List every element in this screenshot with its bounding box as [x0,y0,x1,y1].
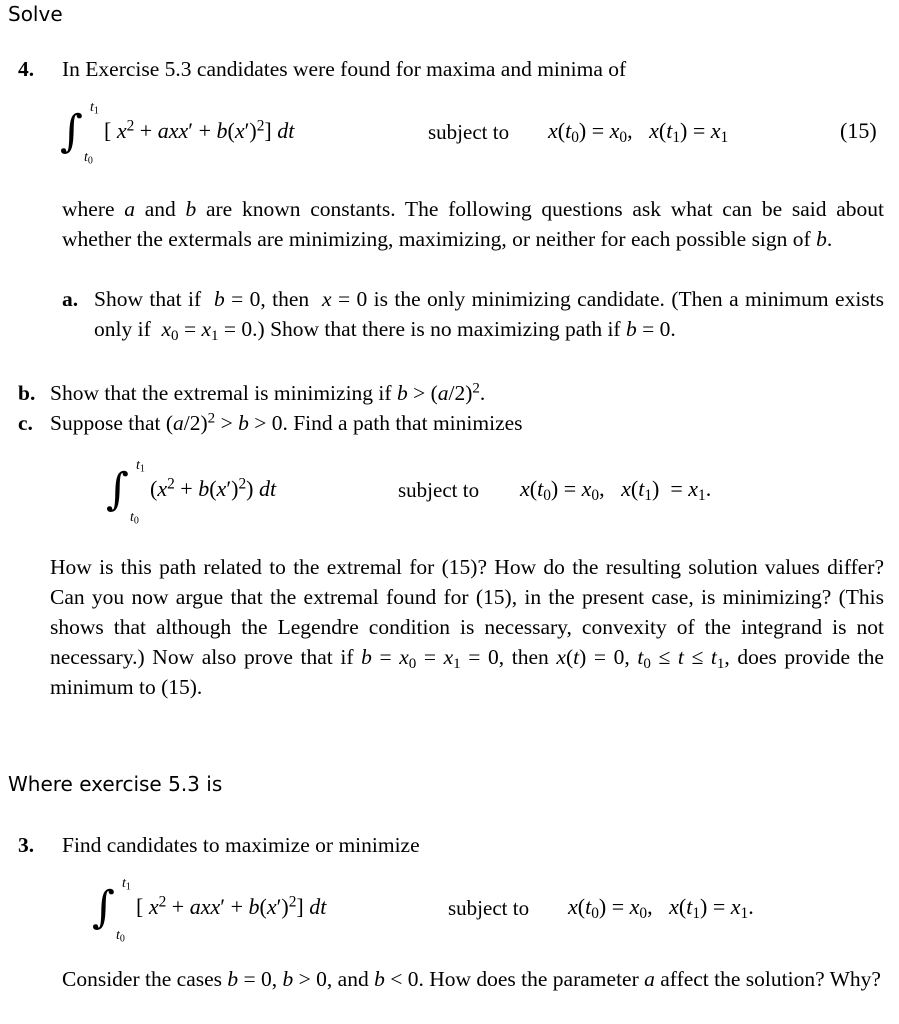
part-c-followup: How is this path related to the extremal for (15)? How do the resulting solution values differ? Can you now argue that the extremal found for (15), in the present case, is minimizing? (This shows that although the Legendre condition is necessary, convexity of the integrand is not necessary.) Now also prove that if $b = x_0 = x_1 = 0$, then x(t) = 0, $t_0 \le t \le t_1$, does provide the minimum to (15). [50,555,884,699]
problem-3-intro: Find candidates to maximize or minimize [62,833,420,857]
where-exercise-text: Where exercise 5.3 is [8,772,223,796]
problem-4-intro: In Exercise 5.3 candidates were found for maxima and minima of [62,57,627,81]
part-b-label: b. [18,381,36,405]
part-b-text: Show that the extremal is minimizing if $b > (a/2)^2$. [50,380,486,405]
problem-3-number: 3. [18,833,35,857]
subject-to-label-15: subject to [428,120,510,144]
equation-label-15: (15) [840,118,877,143]
problem-4-number: 4. [18,57,35,81]
problem-3-followup: Consider the cases b = 0, b > 0, and b < 0. How does the parameter a affect the solution? Why? [62,967,881,991]
problem-4-where-text: where a and b are known constants. The following questions ask what can be said about whether the extermals are minimizing, maximizing, or neither for each possible sign of b. [62,197,884,251]
subject-to-label-3: subject to [448,896,530,920]
part-c-text: Suppose that $(a/2)^2 > b > 0$. Find a path that minimizes [50,410,523,435]
part-c-label: c. [18,411,33,435]
subject-to-label-c: subject to [398,478,480,502]
part-a-text: Show that if b = 0, then x = 0 is the only minimizing candidate. (Then a minimum exists only if $x_0 = x_1 = 0$.) Show that there is no maximizing path if b = 0. [94,287,884,344]
solve-heading: Solve [8,2,63,26]
part-a-label: a. [62,287,79,311]
